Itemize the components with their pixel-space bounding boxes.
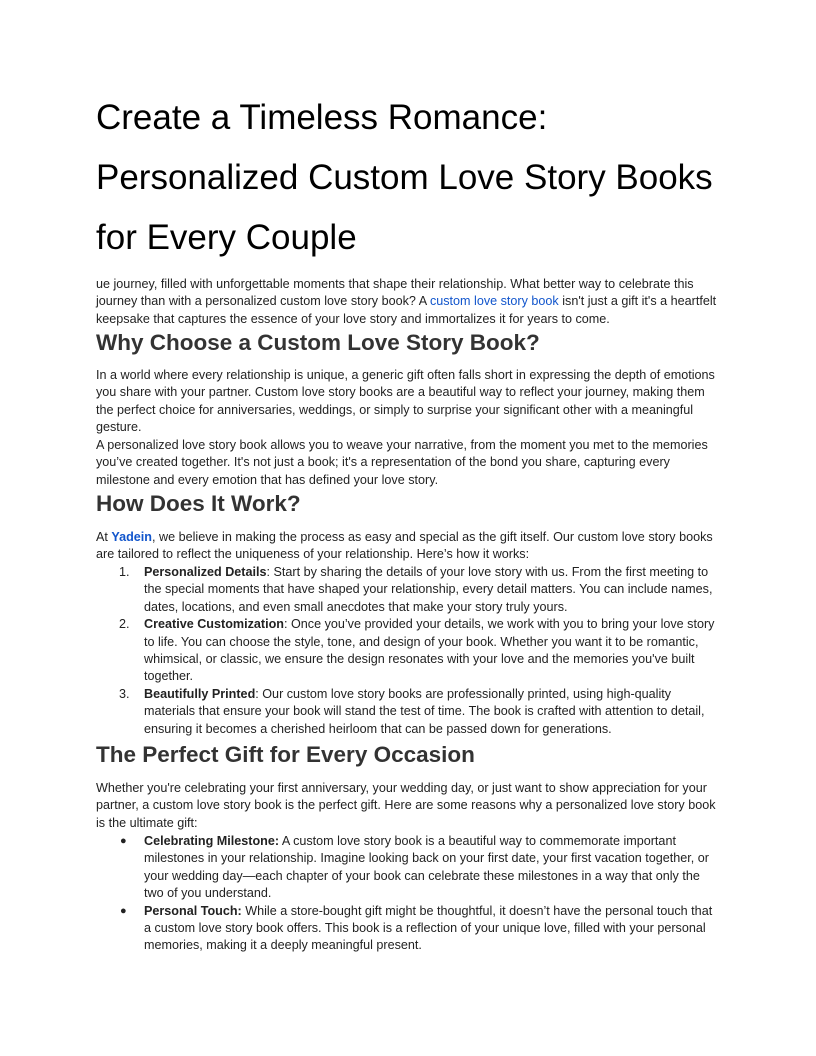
why-choose-paragraph-1: In a world where every relationship is unique, a generic gift often falls short in expressing the depth of emotions you share with your partner. Custom love story books are a beautiful way to reflect your journey, making them the perfect choice for anniversaries, weddings, or simply to surprise your significant other with a meaningful gesture. — [96, 368, 715, 435]
step-text: : Start by sharing the details of your love story with us. From the first meeting to the special moments that have shaped your relationship, every detail matters. You can include names, dates, locations, and even small anecdotes that make your story truly yours. — [144, 565, 713, 614]
document-title — [96, 88, 713, 268]
bullet-icon: ● — [120, 904, 127, 917]
section-heading-how-it-works: How Does It Work? — [96, 491, 301, 516]
perfect-gift-intro: Whether you're celebrating your first anniversary, your wedding day, or just want to show appreciation for your partner, a custom love story book is the perfect gift. Here are some reasons why a personalized love story book is the ultimate gift: — [96, 781, 716, 830]
list-item — [96, 686, 722, 738]
intro-text-before: ue journey, filled with unforgettable moments that shape their relationship. What better way to celebrate this journey than with a personalized custom love story book? A — [96, 277, 694, 309]
intro-text-after: isn't just a gift it's a heartfelt keepsake that captures the essence of your love story and immortalizes it for years to come. — [96, 294, 717, 326]
custom-love-story-book-link[interactable]: custom love story book — [429, 294, 559, 309]
reason-text: A custom love story book is a beautiful way to commemorate important milestones in your relationship. Imagine looking back on your first date, your first vacation together, or your wedding day—each chapter of your book can celebrate these milestones in a way that only the two of you understand. — [144, 834, 709, 901]
how-it-works-intro — [96, 529, 722, 564]
section-heading-perfect-gift: The Perfect Gift for Every Occasion — [96, 742, 475, 767]
intro-paragraph — [96, 276, 722, 328]
list-number: 3. — [119, 686, 130, 701]
title-line-3: for Every Couple — [96, 218, 357, 257]
list-item — [96, 833, 722, 903]
section-heading-why-choose: Why Choose a Custom Love Story Book? — [96, 330, 540, 355]
list-number: 1. — [119, 565, 130, 579]
reason-text: While a store-bought gift might be thoughtful, it doesn’t have the personal touch that a custom love story book offers. This book is a reflection of your unique love, filled with your personal memories, making it a deeply meaningful present. — [144, 903, 713, 953]
how-intro-prefix: At — [96, 530, 112, 544]
step-title: Personalized Details — [144, 565, 267, 579]
list-item — [96, 564, 722, 616]
list-number: 2. — [119, 617, 130, 632]
reasons-list — [96, 833, 722, 955]
why-choose-paragraph-2: A personalized love story book allows you to weave your narrative, from the moment you met to the memories you’ve created together. It's not just a book; it's a representation of the bond you share, capturing every milestone and every emotion that has defined your love story. — [96, 438, 708, 487]
bullet-icon: ● — [120, 835, 127, 847]
step-title: Beautifully Printed — [144, 686, 256, 701]
list-item — [96, 616, 722, 686]
step-text: : Our custom love story books are professionally printed, using high-quality materials that ensure your book will stand the test of time. The book is crafted with attention to detail, ensuring it becomes a cherished heirloom that can be passed down for generations. — [144, 686, 705, 736]
reason-title: Celebrating Milestone: — [144, 834, 280, 848]
list-item — [96, 903, 722, 955]
yadein-link[interactable]: Yadein — [111, 530, 153, 544]
steps-list — [96, 564, 722, 738]
step-text: : Once you’ve provided your details, we work with you to bring your love story to life. You can choose the style, tone, and design of your book. Whether you want it to be romantic, whimsical, or classic, we ensure the design resonates with your love and the memories you've built together. — [144, 617, 715, 684]
how-intro-suffix: , we believe in making the process as easy and special as the gift itself. Our custom love story books are tailored to reflect the uniqueness of your relationship. Here’s how it works: — [96, 530, 713, 562]
title-line-2: Personalized Custom Love Story Books — [96, 158, 713, 197]
title-line-1: Create a Timeless Romance: — [96, 98, 548, 137]
step-title: Creative Customization — [144, 617, 284, 632]
reason-title: Personal Touch: — [144, 903, 242, 918]
